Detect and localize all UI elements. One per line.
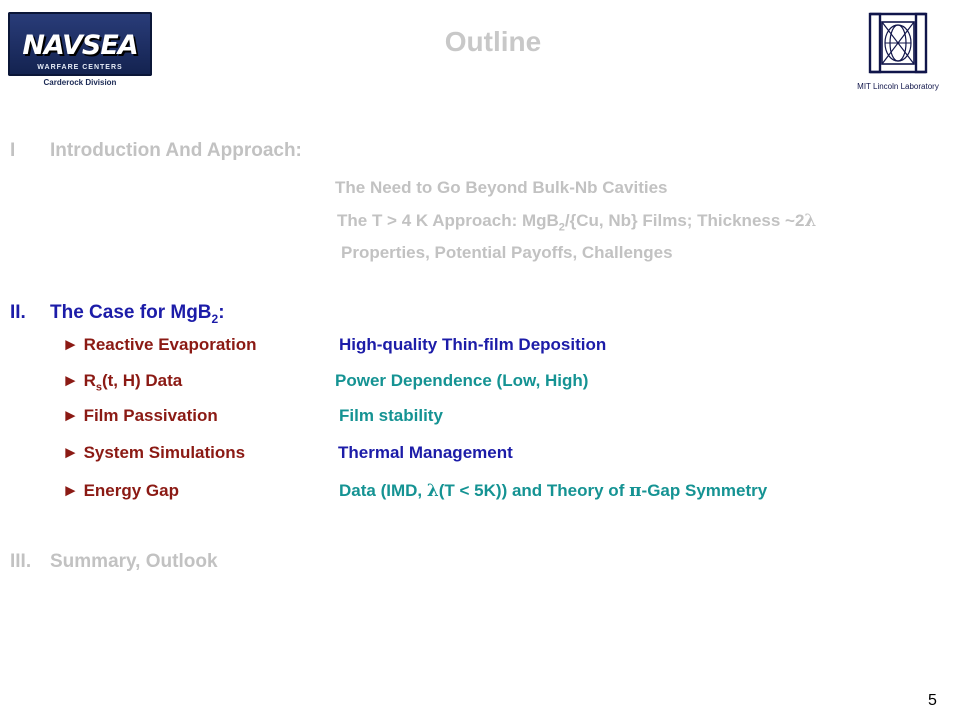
triangle-marker-icon: ► bbox=[62, 481, 79, 500]
row-2-label-a: R bbox=[83, 371, 96, 390]
row-5-text-a: Data (IMD, bbox=[339, 481, 427, 500]
page-number: 5 bbox=[928, 692, 937, 709]
row-2-right: Power Dependence (Low, High) bbox=[335, 371, 589, 390]
lambda-symbol: λ bbox=[804, 211, 817, 231]
item-2-subscript: 2 bbox=[558, 221, 565, 234]
section-1-item-1: The Need to Go Beyond Bulk-Nb Cavities bbox=[335, 178, 668, 197]
item-2-text-b: /{Cu, Nb} Films; Thickness ~2 bbox=[564, 211, 805, 230]
row-5-right bbox=[339, 481, 767, 501]
section-1-numeral: I bbox=[10, 140, 16, 161]
item-2-text-a: The T > 4 K Approach: MgB bbox=[337, 211, 559, 230]
row-2-label-b: (t, H) Data bbox=[101, 371, 183, 390]
row-4-left bbox=[62, 443, 245, 463]
navsea-division: Carderock Division bbox=[43, 78, 117, 87]
section-2-heading bbox=[50, 302, 225, 326]
section-2-numeral: II. bbox=[10, 302, 26, 323]
row-5-label: Energy Gap bbox=[83, 481, 179, 500]
row-2-left bbox=[62, 371, 182, 393]
lambda-symbol: λ bbox=[426, 481, 439, 501]
row-3-label: Film Passivation bbox=[83, 406, 218, 425]
navsea-wordmark: NAVSEA bbox=[22, 30, 138, 61]
row-3-right: Film stability bbox=[339, 406, 443, 425]
row-1-left bbox=[62, 335, 256, 355]
row-5-left bbox=[62, 481, 179, 501]
pi-symbol: π bbox=[629, 481, 642, 501]
row-4-right: Thermal Management bbox=[338, 443, 513, 462]
triangle-marker-icon: ► bbox=[62, 335, 79, 354]
section-1-item-3: Properties, Potential Payoffs, Challenges bbox=[341, 243, 673, 262]
row-3-left bbox=[62, 406, 218, 426]
section-2-subscript: 2 bbox=[211, 311, 219, 326]
section-3-heading: Summary, Outlook bbox=[50, 551, 218, 572]
row-1-right: High-quality Thin-film Deposition bbox=[339, 335, 607, 354]
mit-ll-emblem-icon bbox=[868, 12, 928, 74]
section-3-numeral: III. bbox=[10, 551, 32, 572]
section-2-heading-text: The Case for MgB bbox=[50, 302, 212, 323]
row-1-label: Reactive Evaporation bbox=[83, 335, 257, 354]
mit-ll-logo bbox=[840, 12, 956, 94]
section-1-item-2 bbox=[337, 211, 816, 233]
row-2-subscript: s bbox=[95, 381, 102, 394]
triangle-marker-icon: ► bbox=[62, 371, 79, 390]
slide-title: Outline bbox=[444, 26, 542, 57]
mit-ll-label: MIT Lincoln Laboratory bbox=[857, 82, 939, 91]
row-4-label: System Simulations bbox=[83, 443, 246, 462]
triangle-marker-icon: ► bbox=[62, 443, 79, 462]
section-2-colon: : bbox=[218, 302, 225, 323]
section-1-heading: Introduction And Approach: bbox=[50, 140, 302, 161]
row-5-text-c: -Gap Symmetry bbox=[641, 481, 768, 500]
triangle-marker-icon: ► bbox=[62, 406, 79, 425]
navsea-subtitle: WARFARE CENTERS bbox=[37, 64, 123, 71]
row-5-text-b: (T < 5K)) and Theory of bbox=[438, 481, 630, 500]
